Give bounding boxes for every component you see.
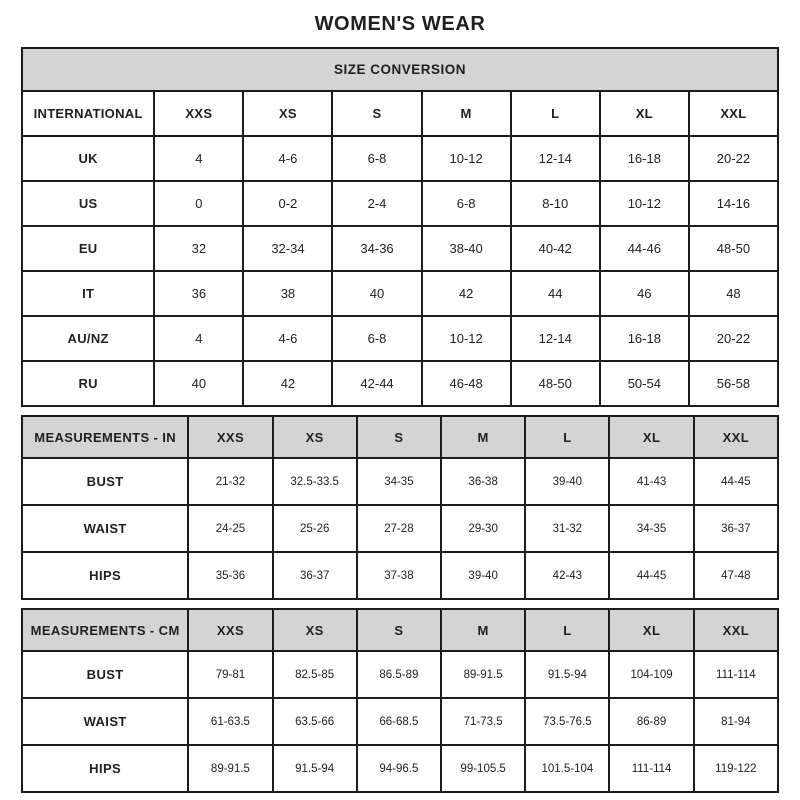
table-row bbox=[22, 181, 778, 226]
value-cell: 48-50 bbox=[511, 361, 600, 406]
value-cell: 2-4 bbox=[332, 181, 421, 226]
section-title: SIZE CONVERSION bbox=[22, 48, 778, 91]
value-cell: 48 bbox=[689, 271, 778, 316]
value-cell: 4-6 bbox=[243, 316, 332, 361]
size-column-header: M bbox=[422, 91, 511, 136]
value-cell: 42 bbox=[422, 271, 511, 316]
row-label: AU/NZ bbox=[22, 316, 154, 361]
value-cell: 10-12 bbox=[422, 316, 511, 361]
value-cell: 46-48 bbox=[422, 361, 511, 406]
value-cell: 42 bbox=[243, 361, 332, 406]
row-label: HIPS bbox=[22, 745, 188, 792]
size-column-header: XXS bbox=[154, 91, 243, 136]
value-cell: 61-63.5 bbox=[188, 698, 272, 745]
row-label: RU bbox=[22, 361, 154, 406]
size-column-header: XL bbox=[609, 609, 693, 651]
size-column-header: XL bbox=[609, 416, 693, 458]
row-label: WAIST bbox=[22, 698, 188, 745]
value-cell: 42-44 bbox=[332, 361, 421, 406]
value-cell: 86-89 bbox=[609, 698, 693, 745]
value-cell: 20-22 bbox=[689, 136, 778, 181]
value-cell: 36 bbox=[154, 271, 243, 316]
value-cell: 4-6 bbox=[243, 136, 332, 181]
value-cell: 4 bbox=[154, 136, 243, 181]
value-cell: 38-40 bbox=[422, 226, 511, 271]
size-column-header: L bbox=[525, 416, 609, 458]
value-cell: 29-30 bbox=[441, 505, 525, 552]
value-cell: 0-2 bbox=[243, 181, 332, 226]
value-cell: 40 bbox=[332, 271, 421, 316]
column-header-row bbox=[22, 416, 778, 458]
size-column-header: XS bbox=[273, 609, 357, 651]
value-cell: 39-40 bbox=[525, 458, 609, 505]
row-label: WAIST bbox=[22, 505, 188, 552]
value-cell: 34-35 bbox=[357, 458, 441, 505]
value-cell: 56-58 bbox=[689, 361, 778, 406]
value-cell: 50-54 bbox=[600, 361, 689, 406]
value-cell: 46 bbox=[600, 271, 689, 316]
size-column-header: XS bbox=[273, 416, 357, 458]
table-row bbox=[22, 505, 778, 552]
row-label: IT bbox=[22, 271, 154, 316]
value-cell: 32 bbox=[154, 226, 243, 271]
value-cell: 94-96.5 bbox=[357, 745, 441, 792]
size-column-header: XXS bbox=[188, 416, 272, 458]
value-cell: 119-122 bbox=[694, 745, 778, 792]
value-cell: 39-40 bbox=[441, 552, 525, 599]
row-label: HIPS bbox=[22, 552, 188, 599]
value-cell: 79-81 bbox=[188, 651, 272, 698]
value-cell: 82.5-85 bbox=[273, 651, 357, 698]
row-label: BUST bbox=[22, 651, 188, 698]
size-conversion-table bbox=[21, 47, 779, 407]
section-title: MEASUREMENTS - IN bbox=[22, 416, 188, 458]
value-cell: 91.5-94 bbox=[273, 745, 357, 792]
size-column-header: XXL bbox=[694, 609, 778, 651]
value-cell: 12-14 bbox=[511, 136, 600, 181]
column-header-label: INTERNATIONAL bbox=[22, 91, 154, 136]
value-cell: 41-43 bbox=[609, 458, 693, 505]
size-conversion-body bbox=[22, 136, 778, 406]
size-column-header: XL bbox=[600, 91, 689, 136]
value-cell: 99-105.5 bbox=[441, 745, 525, 792]
value-cell: 25-26 bbox=[273, 505, 357, 552]
row-label: US bbox=[22, 181, 154, 226]
value-cell: 36-38 bbox=[441, 458, 525, 505]
value-cell: 63.5-66 bbox=[273, 698, 357, 745]
size-column-header: XXL bbox=[694, 416, 778, 458]
value-cell: 32.5-33.5 bbox=[273, 458, 357, 505]
value-cell: 42-43 bbox=[525, 552, 609, 599]
size-column-header: L bbox=[525, 609, 609, 651]
value-cell: 101.5-104 bbox=[525, 745, 609, 792]
row-label: UK bbox=[22, 136, 154, 181]
value-cell: 86.5-89 bbox=[357, 651, 441, 698]
value-cell: 81-94 bbox=[694, 698, 778, 745]
size-column-header: S bbox=[357, 416, 441, 458]
value-cell: 44-46 bbox=[600, 226, 689, 271]
value-cell: 91.5-94 bbox=[525, 651, 609, 698]
value-cell: 104-109 bbox=[609, 651, 693, 698]
table-row bbox=[22, 745, 778, 792]
value-cell: 8-10 bbox=[511, 181, 600, 226]
value-cell: 6-8 bbox=[332, 316, 421, 361]
value-cell: 14-16 bbox=[689, 181, 778, 226]
measurements-cm-body bbox=[22, 651, 778, 792]
measurements-cm-table bbox=[21, 608, 779, 793]
value-cell: 36-37 bbox=[694, 505, 778, 552]
table-row bbox=[22, 226, 778, 271]
value-cell: 12-14 bbox=[511, 316, 600, 361]
value-cell: 40 bbox=[154, 361, 243, 406]
value-cell: 48-50 bbox=[689, 226, 778, 271]
size-column-header: M bbox=[441, 416, 525, 458]
column-header-row bbox=[22, 609, 778, 651]
table-row bbox=[22, 698, 778, 745]
value-cell: 44 bbox=[511, 271, 600, 316]
size-column-header: XS bbox=[243, 91, 332, 136]
value-cell: 16-18 bbox=[600, 136, 689, 181]
value-cell: 10-12 bbox=[600, 181, 689, 226]
value-cell: 111-114 bbox=[609, 745, 693, 792]
size-column-header: S bbox=[357, 609, 441, 651]
column-header-row bbox=[22, 91, 778, 136]
value-cell: 37-38 bbox=[357, 552, 441, 599]
row-label: BUST bbox=[22, 458, 188, 505]
value-cell: 111-114 bbox=[694, 651, 778, 698]
value-cell: 10-12 bbox=[422, 136, 511, 181]
size-column-header: S bbox=[332, 91, 421, 136]
measurements-in-body bbox=[22, 458, 778, 599]
section-title: MEASUREMENTS - CM bbox=[22, 609, 188, 651]
value-cell: 35-36 bbox=[188, 552, 272, 599]
value-cell: 32-34 bbox=[243, 226, 332, 271]
value-cell: 6-8 bbox=[422, 181, 511, 226]
value-cell: 6-8 bbox=[332, 136, 421, 181]
value-cell: 40-42 bbox=[511, 226, 600, 271]
value-cell: 66-68.5 bbox=[357, 698, 441, 745]
value-cell: 24-25 bbox=[188, 505, 272, 552]
size-column-header: M bbox=[441, 609, 525, 651]
table-row bbox=[22, 361, 778, 406]
value-cell: 89-91.5 bbox=[441, 651, 525, 698]
table-row bbox=[22, 651, 778, 698]
table-row bbox=[22, 552, 778, 599]
value-cell: 89-91.5 bbox=[188, 745, 272, 792]
value-cell: 31-32 bbox=[525, 505, 609, 552]
value-cell: 27-28 bbox=[357, 505, 441, 552]
value-cell: 38 bbox=[243, 271, 332, 316]
value-cell: 21-32 bbox=[188, 458, 272, 505]
value-cell: 4 bbox=[154, 316, 243, 361]
table-row bbox=[22, 458, 778, 505]
value-cell: 0 bbox=[154, 181, 243, 226]
table-row bbox=[22, 136, 778, 181]
value-cell: 34-36 bbox=[332, 226, 421, 271]
value-cell: 71-73.5 bbox=[441, 698, 525, 745]
measurements-in-table bbox=[21, 415, 779, 600]
size-column-header: XXL bbox=[689, 91, 778, 136]
value-cell: 73.5-76.5 bbox=[525, 698, 609, 745]
section-header-row bbox=[22, 48, 778, 91]
table-row bbox=[22, 271, 778, 316]
value-cell: 47-48 bbox=[694, 552, 778, 599]
size-column-header: XXS bbox=[188, 609, 272, 651]
value-cell: 34-35 bbox=[609, 505, 693, 552]
value-cell: 36-37 bbox=[273, 552, 357, 599]
value-cell: 20-22 bbox=[689, 316, 778, 361]
value-cell: 16-18 bbox=[600, 316, 689, 361]
table-row bbox=[22, 316, 778, 361]
page-title: WOMEN'S WEAR bbox=[314, 13, 486, 35]
value-cell: 44-45 bbox=[694, 458, 778, 505]
size-column-header: L bbox=[511, 91, 600, 136]
value-cell: 44-45 bbox=[609, 552, 693, 599]
row-label: EU bbox=[22, 226, 154, 271]
